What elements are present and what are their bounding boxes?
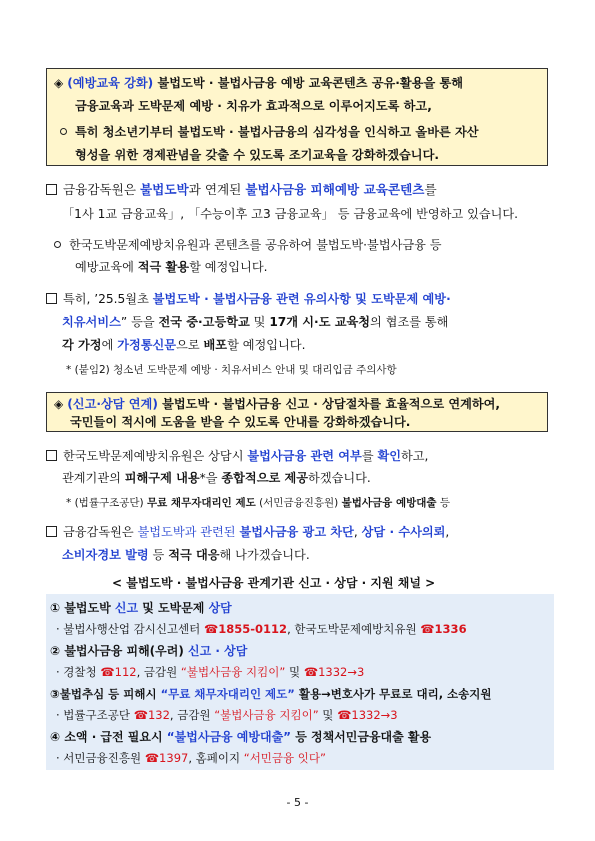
- p4-a: 한국도박문제예방치유원은 상담시: [63, 449, 248, 463]
- p5-b: 불법도박과 관련된: [137, 525, 240, 539]
- i2-sub-e: 및: [285, 665, 304, 679]
- i3-sub-e: 및: [318, 708, 338, 722]
- p2-line2: [75, 258, 267, 276]
- p3-l2e: 17개 시·도 교육청: [269, 315, 371, 329]
- p3-line2: [62, 313, 448, 331]
- p1-a: 금융감독원은: [63, 182, 140, 197]
- panel-item2-head: [50, 642, 247, 660]
- i3-sub-c: , 금감원: [169, 708, 215, 722]
- i1-b: 신고: [114, 601, 139, 615]
- panel-item4-sub: [56, 749, 326, 767]
- circle-bullet-icon: [54, 241, 61, 248]
- i3-b: “무료 채무자대리인 제도”: [160, 687, 295, 701]
- p3-l3f: 할 예정입니다.: [227, 338, 306, 352]
- p4-b: 불법사금융 관련 여부: [247, 449, 362, 463]
- p4-l2e: 하겠습니다.: [308, 471, 371, 485]
- page-number: - 5 -: [286, 796, 309, 809]
- panel-item1-sub: [56, 620, 467, 638]
- i2-a: ② 불법사금융 피해(우려): [50, 644, 188, 658]
- box1-sub-line2: 형성을 위한 경제관념을 갖출 수 있도록 조기교육을 강화하겠습니다.: [75, 148, 439, 162]
- i2-sub-f: ☎1332→3: [303, 665, 365, 679]
- p2-b: 적극 활용: [137, 260, 190, 274]
- i3-a: ③불법추심 등 피해시: [50, 687, 161, 701]
- box2-line1: [54, 395, 500, 413]
- panel-item4-head: [50, 728, 431, 746]
- p4-l2d: 종합적으로 제공: [221, 471, 309, 485]
- panel-item1-head: [50, 599, 232, 617]
- box2-line1-text: 불법도박 · 불법사금융 신고 · 상담절차를 효율적으로 연계하여,: [157, 397, 501, 411]
- i4-c: 등 정책서민금융대출 활용: [291, 730, 432, 744]
- p1-e: 를: [424, 182, 437, 197]
- i2-sub-a: · 경찰청: [56, 665, 101, 679]
- p1-line1: [46, 181, 437, 199]
- i3-sub-b: ☎132: [133, 708, 170, 722]
- i1-d: 상담: [208, 601, 232, 615]
- p4-note-c: (서민금융진흥원): [255, 497, 342, 509]
- panel-title: < 불법도박 · 불법사금융 관계기관 신고 · 상담 · 지원 채널 >: [112, 576, 436, 590]
- p3-line3: [62, 336, 305, 354]
- p3-l3c: 가정통신문: [117, 338, 177, 352]
- panel-item2-sub: [56, 663, 364, 681]
- box2-line2: 국민들이 적시에 도움을 받을 수 있도록 안내를 강화하겠습니다.: [70, 415, 411, 429]
- panel-item3-head: [50, 685, 492, 703]
- p3-l2c: 전국 중·고등학교: [158, 315, 250, 329]
- i4-sub-a: · 서민금융진흥원: [56, 751, 145, 765]
- i2-sub-d: “불법사금융 지킴이”: [180, 665, 286, 679]
- p5-e: 상담 · 수사의뢰: [361, 525, 446, 539]
- p5-l2c: 적극 대응: [168, 548, 220, 562]
- square-bullet-icon: [46, 184, 57, 195]
- p5-a: 금융감독원은: [63, 525, 138, 539]
- p4-note: [66, 494, 450, 512]
- p3-l2d: 및: [249, 315, 270, 329]
- p4-d: 확인: [377, 449, 402, 463]
- p4-note-d: 불법사금융 예방대출: [341, 497, 437, 509]
- box1-line2: 금융교육과 도박문제 예방 · 치유가 효과적으로 이루어지도록 하고,: [75, 99, 432, 113]
- i3-sub-f: ☎1332→3: [337, 708, 398, 722]
- p5-c: 불법사금융 광고 차단: [239, 525, 354, 539]
- p4-l2a: 관계기관의: [62, 471, 125, 485]
- p4-e: 하고,: [401, 449, 429, 463]
- p4-line1: [46, 447, 428, 465]
- p2-line1-text: 한국도박문제예방치유원과 콘텐츠를 공유하여 불법도박·불법사금융 등: [69, 238, 442, 252]
- p5-l2d: 해 나가겠습니다.: [219, 548, 310, 562]
- p1-line2: 「1사 1교 금융교육」, 「수능이후 고3 금융교육」 등 금융교육에 반영하고 있습니다.: [62, 207, 519, 221]
- i4-b: “불법사금융 예방대출”: [166, 730, 292, 744]
- p5-l2a: 소비자경보 발령: [62, 548, 149, 562]
- p3-l2f: 의 협조를 통해: [370, 315, 449, 329]
- box1-tag: (예방교육 강화): [67, 76, 154, 90]
- box1-sub-line1: [60, 123, 479, 141]
- box1-sub-text1: 특히 청소년기부터 불법도박 · 불법사금융의 심각성을 인식하고 올바른 자산: [75, 125, 479, 139]
- i1-sub-a: · 불법사행산업 감시신고센터: [56, 622, 204, 636]
- box1-line1: [54, 74, 463, 92]
- box2-tag: (신고·상담 연계): [67, 397, 158, 411]
- p3-l3b: 에: [101, 338, 118, 352]
- p3-l2a: 치유서비스: [62, 315, 121, 329]
- i3-c: 활용→변호사가 무료로 대리, 소송지원: [294, 687, 492, 701]
- i3-sub-a: · 법률구조공단: [56, 708, 134, 722]
- panel-item3-sub: [56, 706, 398, 724]
- i1-sub-b: ☎1855-0112: [203, 622, 288, 636]
- p4-line2: [62, 469, 371, 487]
- i2-b: 신고 · 상담: [188, 644, 248, 658]
- p1-d: 불법사금융 피해예방 교육콘텐츠: [245, 182, 425, 197]
- p5-f: ,: [445, 525, 450, 539]
- i4-sub-c: , 홈페이지: [188, 751, 244, 765]
- square-bullet-icon: [46, 526, 57, 537]
- p4-note-e: 등: [436, 497, 451, 509]
- diamond-bullet-icon: ◈: [54, 397, 64, 411]
- p3-a: 특히, ’25.5월초: [63, 292, 153, 306]
- p3-l2b: ” 등을: [120, 315, 159, 329]
- p5-d: ,: [353, 525, 362, 539]
- p4-l2b: 피해구제 내용: [124, 471, 200, 485]
- p5-line1: [46, 523, 449, 541]
- p1-b: 불법도박: [140, 182, 189, 197]
- i4-sub-d: “서민금융 잇다”: [243, 751, 326, 765]
- i1-sub-c: , 한국도박문제예방치유원: [287, 622, 421, 636]
- i2-sub-c: , 금감원: [136, 665, 181, 679]
- p5-l2b: 등: [148, 548, 169, 562]
- square-bullet-icon: [46, 450, 57, 461]
- i4-a: ④ 소액 · 급전 필요시: [50, 730, 167, 744]
- box1-line1-text: 불법도박 · 불법사금융 예방 교육콘텐츠 공유·활용을 통해: [153, 76, 464, 90]
- p3-l3d: 으로: [176, 338, 204, 352]
- square-bullet-icon: [46, 293, 57, 304]
- p5-line2: [62, 546, 310, 564]
- p3-b: 불법도박 · 불법사금융 관련 유의사항 및 도박문제 예방·: [152, 292, 451, 306]
- p4-l2c: *을: [199, 471, 222, 485]
- p3-line1: [46, 290, 451, 308]
- p3-l3e: 배포: [203, 338, 228, 352]
- i1-a: ① 불법도박: [50, 601, 115, 615]
- p2-line1: [54, 236, 442, 254]
- diamond-bullet-icon: ◈: [54, 76, 64, 90]
- p3-note: * (붙임2) 청소년 도박문제 예방 · 치유서비스 안내 및 대리입금 주의사항: [66, 364, 397, 376]
- p4-note-a: * (법률구조공단): [66, 497, 147, 509]
- circle-bullet-icon: [60, 128, 67, 135]
- p2-c: 할 예정입니다.: [189, 260, 268, 274]
- i3-sub-d: “불법사금융 지킴이”: [214, 708, 319, 722]
- p4-c: 를: [361, 449, 378, 463]
- p2-a: 예방교육에: [75, 260, 138, 274]
- i1-c: 및 도박문제: [138, 601, 209, 615]
- p3-l3a: 각 가정: [62, 338, 102, 352]
- p4-note-b: 무료 채무자대리인 제도: [146, 497, 256, 509]
- i4-sub-b: ☎1397: [144, 751, 189, 765]
- i2-sub-b: ☎112: [100, 665, 137, 679]
- p1-c: 과 연계된: [188, 182, 246, 197]
- i1-sub-d: ☎1336: [420, 622, 467, 636]
